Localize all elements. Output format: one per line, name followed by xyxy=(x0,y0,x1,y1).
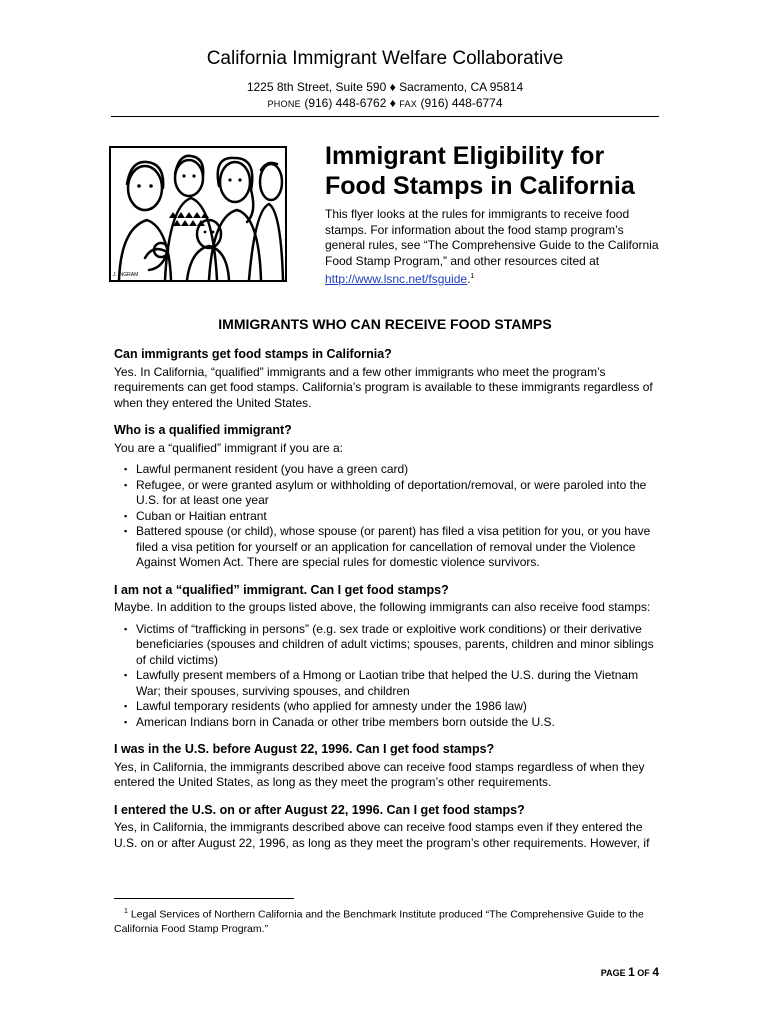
qa-block xyxy=(114,742,659,791)
answer-text: Yes, in California, the immigrants described above can receive food stamps regardless of when they entered the United States, as long as they meet the program’s other requirements. xyxy=(114,759,645,789)
list-item: ▪ American Indians born in Canada or other tribe members born outside the U.S. xyxy=(114,715,659,731)
footnote-number: 1 xyxy=(124,908,128,915)
question-heading: I was in the U.S. before August 22, 1996. Can I get food stamps? xyxy=(114,742,495,756)
header-divider xyxy=(111,116,659,117)
fax-number: (916) 448-6774 xyxy=(420,96,503,110)
answer-text: Yes, in California, the immigrants described above can receive food stamps even if they entered the U.S. on or after August 22, 1996, as long as they meet the program’s other requirements. However, if xyxy=(114,820,650,850)
question-heading: I entered the U.S. on or after August 22, 1996. Can I get food stamps? xyxy=(114,802,525,817)
question-heading: I am not a “qualified” immigrant. Can I get food stamps? xyxy=(114,582,449,597)
footnote-divider xyxy=(114,898,294,899)
fax-label: FAX xyxy=(399,99,418,109)
intro-paragraph xyxy=(325,207,660,288)
phone-number: (916) 448-6762 xyxy=(304,96,387,110)
answer-text: You are a “qualified” immigrant if you are a: xyxy=(114,440,344,455)
answer-text: Maybe. In addition to the groups listed above, the following immigrants can also receive food stamps: xyxy=(114,600,651,614)
question-heading: Can immigrants get food stamps in California? xyxy=(114,347,392,361)
list-item: ▪ Victims of “trafficking in persons” (e.g. sex trade or exploitive work conditions) or their derivative beneficiaries (spouses and children of adult victims; spouses, parents, children and minor siblings of child victims) xyxy=(114,622,659,669)
question-heading: Who is a qualified immigrant? xyxy=(114,423,292,437)
qa-content xyxy=(114,347,659,863)
list-item: ▪ Lawful temporary residents (who applied for amnesty under the 1986 law) xyxy=(114,699,659,715)
contact-line xyxy=(0,96,770,110)
current-page: 1 xyxy=(628,965,635,979)
document-title xyxy=(325,141,635,201)
section-heading: IMMIGRANTS WHO CAN RECEIVE FOOD STAMPS xyxy=(218,316,552,332)
footnote-reference[interactable]: 1 xyxy=(470,273,475,280)
list-item: ▪ Lawful permanent resident (you have a green card) xyxy=(114,462,659,478)
answer-text: Yes. In California, “qualified” immigrants and a few other immigrants who meet the program’s requirements can get food stamps. California’s program is available to these immigrants regardless of when they entered the United States. xyxy=(114,364,653,410)
list-item: ▪ Refugee, or were granted asylum or withholding of deportation/removal, or were paroled into the U.S. for at least one year xyxy=(114,478,659,509)
title-line-2: Food Stamps in California xyxy=(325,172,635,200)
qualified-immigrant-list xyxy=(114,462,659,571)
intro-text: This flyer looks at the rules for immigrants to receive food stamps. For information about the food stamp program’s general rules, see “The Comprehensive Guide to the California Food Stamp Program,” and other resources cited at xyxy=(325,207,659,268)
qa-block xyxy=(114,347,659,411)
city-state-zip: Sacramento, CA 95814 xyxy=(399,80,524,94)
diamond-separator-icon: ♦ xyxy=(389,96,396,110)
page-label: PAGE xyxy=(600,968,626,978)
footnote-text: Legal Services of Northern California and the Benchmark Institute produced “The Comprehensive Guide to the California Food Stamp Program.” xyxy=(114,908,644,935)
list-item: ▪ Battered spouse (or child), whose spouse (or parent) has filed a visa petition for you, or you have filed a visa petition for yourself or an application for cancellation of removal under the Violence Against Women Act. There are special rules for domestic violence survivors. xyxy=(114,524,659,571)
qa-block xyxy=(114,803,659,852)
intro-period: . xyxy=(467,272,471,286)
of-label: OF xyxy=(637,968,650,978)
organization-name: California Immigrant Welfare Collaborative xyxy=(206,48,564,69)
list-item: ▪ Lawfully present members of a Hmong or Laotian tribe that helped the U.S. during the Vietnam War; their spouses, surviving spouses, and children xyxy=(114,668,659,699)
fsguide-link[interactable]: http://www.lsnc.net/fsguide xyxy=(325,272,468,286)
phone-label: PHONE xyxy=(267,99,301,109)
street-address: 1225 8th Street, Suite 590 xyxy=(246,80,387,94)
title-line-1: Immigrant Eligibility for xyxy=(325,142,605,170)
page-number xyxy=(601,965,659,979)
qa-block xyxy=(114,583,659,731)
diamond-separator-icon: ♦ xyxy=(389,80,396,94)
footnote xyxy=(114,905,659,936)
qa-block xyxy=(114,423,659,571)
other-immigrants-list xyxy=(114,622,659,731)
address-line xyxy=(0,80,770,94)
family-illustration xyxy=(109,146,287,282)
total-pages: 4 xyxy=(652,965,659,979)
artist-signature: J. INGRAM xyxy=(113,272,139,278)
list-item: ▪ Cuban or Haitian entrant xyxy=(114,509,659,525)
